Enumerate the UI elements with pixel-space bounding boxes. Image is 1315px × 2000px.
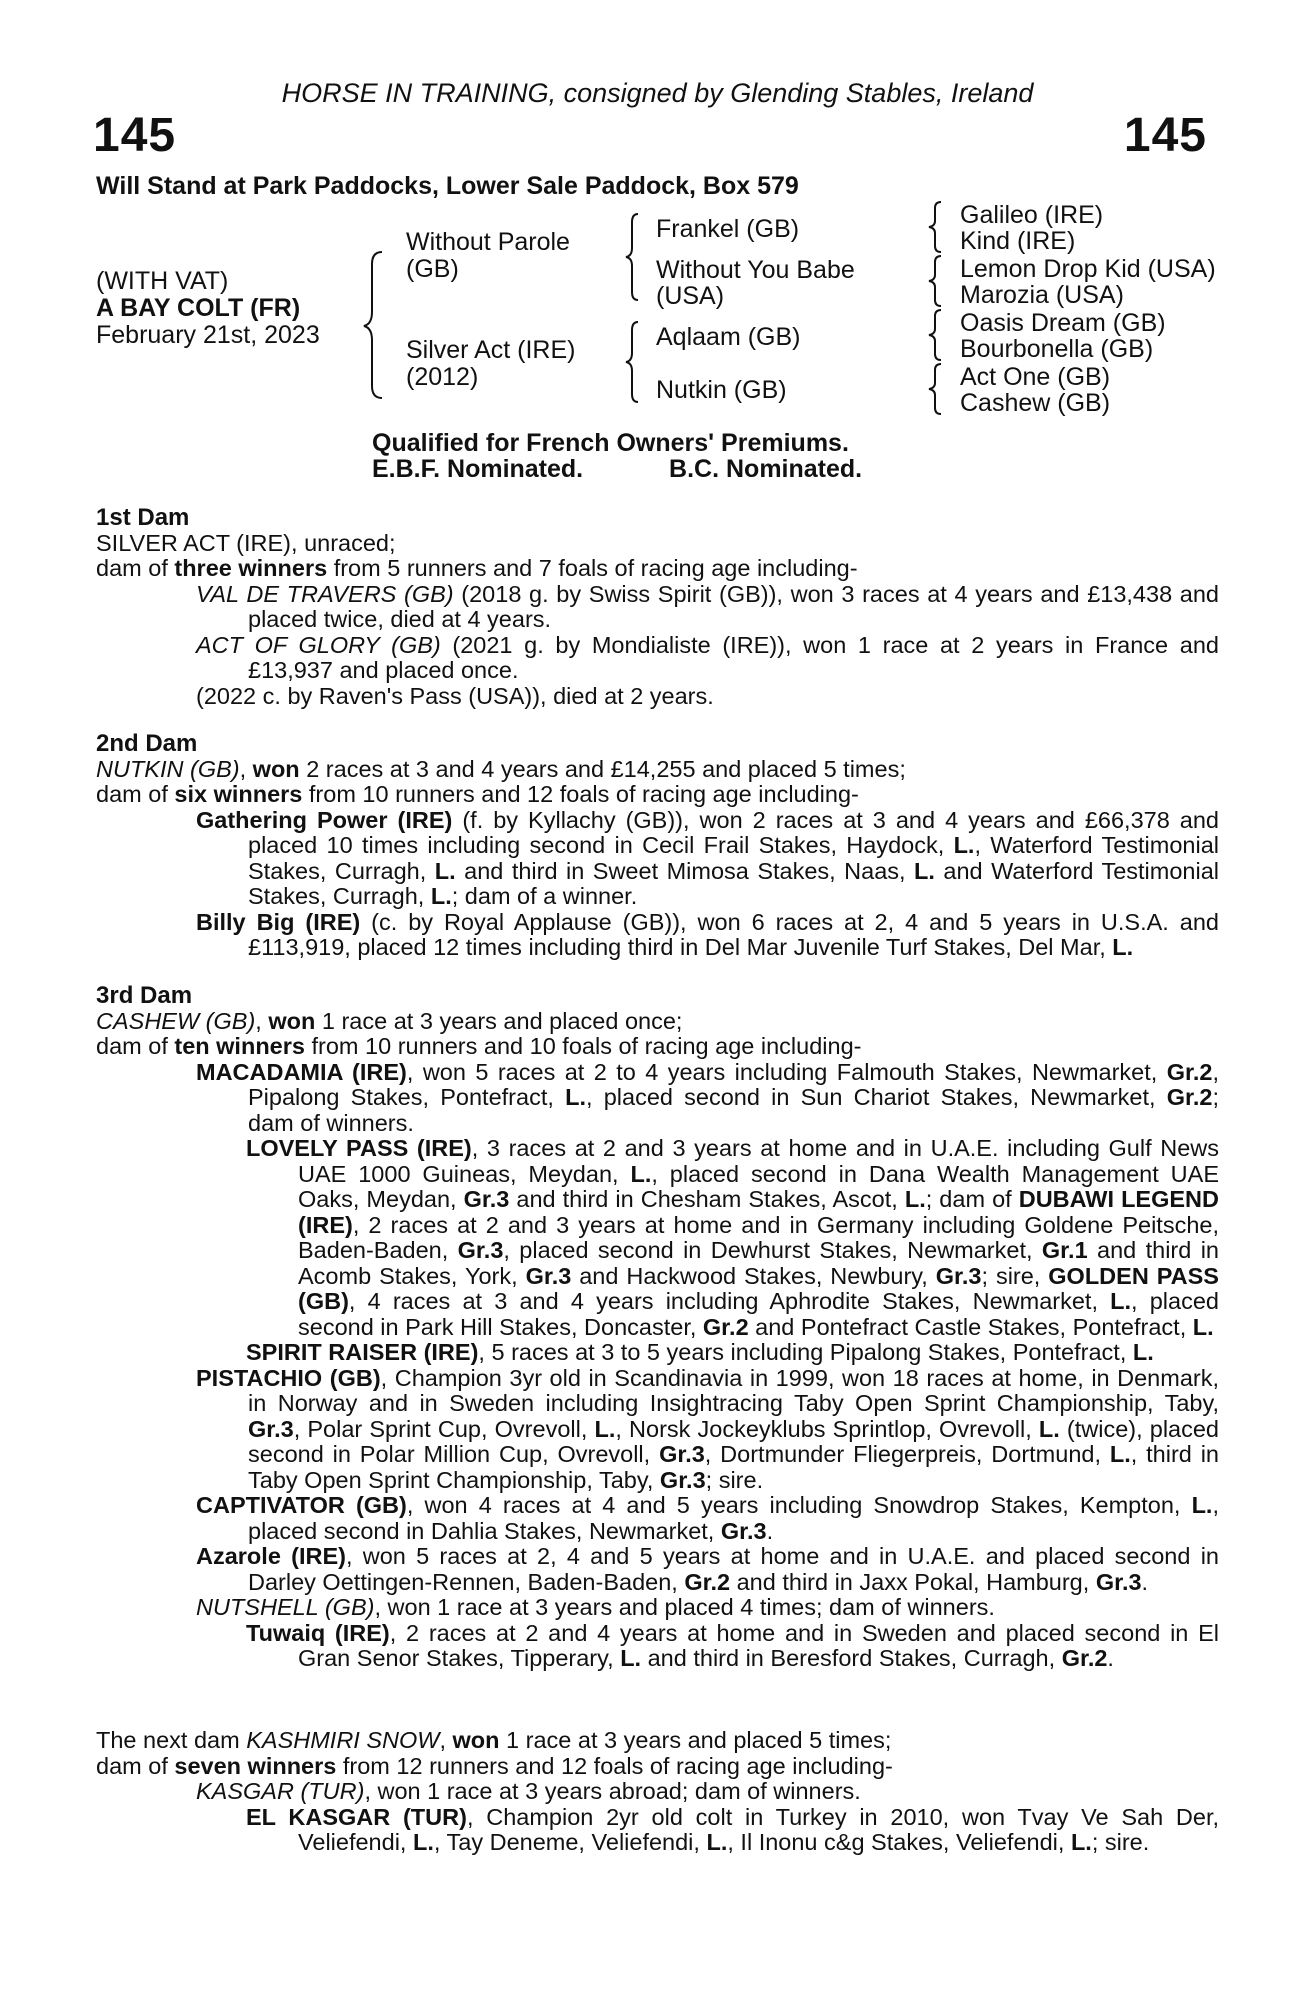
second-dam-heading: 2nd Dam bbox=[96, 730, 198, 757]
first-dam-section bbox=[96, 505, 1219, 709]
brace-3-3 bbox=[927, 308, 945, 362]
produce-entry: KASGAR (TUR), won 1 race at 3 years abroad; dam of winners. bbox=[196, 1778, 861, 1804]
lot-number-left: 145 bbox=[93, 109, 177, 162]
produce-entry: Tuwaiq (IRE), 2 races at 2 and 4 years at home and in Sweden and placed second in El Gran Senor Stakes, Tipperary, L. and third in Beresford Stakes, Curragh, Gr.2. bbox=[246, 1619, 1219, 1671]
nominations bbox=[372, 456, 862, 482]
second-dam-section bbox=[96, 731, 1219, 961]
dam-sire: Aqlaam (GB) bbox=[656, 323, 801, 351]
produce-entry: LOVELY PASS (IRE), 3 races at 2 and 3 years at home and in U.A.E. including Gulf News UAE 1000 Guineas, Meydan, L., placed second in Dana Wealth Management UAE Oaks, Meydan, Gr.3 and third in Chesham Stakes, Ascot, L.; dam of DUBAWI LEGEND (IRE), 2 races at 2 and 3 years at home and in Germany including Goldene Peitsche, Baden-Baden, Gr.3, placed second in Dewhurst Stakes, Newmarket, Gr.1 and third in Acomb Stakes, York, Gr.3 and Hackwood Stakes, Newbury, Gr.3; sire, GOLDEN PASS (GB), 4 races at 3 and 4 years including Aphrodite Stakes, Newmarket, L., placed second in Park Hill Stakes, Doncaster, Gr.2 and Pontefract Castle Stakes, Pontefract, L. bbox=[246, 1135, 1220, 1340]
horse-dob: February 21st, 2023 bbox=[96, 321, 320, 349]
ebf-nominated: E.B.F. Nominated. bbox=[372, 455, 584, 483]
horse-name: A BAY COLT (FR) bbox=[96, 294, 301, 322]
produce-entry: ACT OF GLORY (GB) (2021 g. by Mondialiste (IRE)), won 1 race at 2 years in France and £13,937 and placed once. bbox=[196, 631, 1219, 683]
dam-dam: Nutkin (GB) bbox=[656, 376, 787, 404]
next-dam-line: The next dam KASHMIRI SNOW, won 1 race at 3 years and placed 5 times; bbox=[96, 1727, 892, 1753]
sdd: Marozia (USA) bbox=[960, 281, 1124, 309]
brace-sire-line bbox=[624, 212, 644, 302]
sss: Galileo (IRE) bbox=[960, 201, 1104, 229]
third-dam-heading: 3rd Dam bbox=[96, 982, 193, 1009]
brace-3-4 bbox=[927, 362, 945, 416]
dds: Act One (GB) bbox=[960, 363, 1111, 391]
first-dam-produce: dam of three winners from 5 runners and 7 foals of racing age including- bbox=[96, 555, 858, 581]
produce-entry: NUTSHELL (GB), won 1 race at 3 years and placed 4 times; dam of winners. bbox=[196, 1594, 995, 1620]
brace-generation-1 bbox=[362, 250, 388, 400]
produce-entry: Billy Big (IRE) (c. by Royal Applause (GB)), won 6 races at 2, 4 and 5 years in U.S.A. and £113,919, placed 12 times including third in Del Mar Juvenile Turf Stakes, Del Mar, L. bbox=[196, 908, 1219, 960]
ddd: Cashew (GB) bbox=[960, 389, 1111, 417]
ssd: Kind (IRE) bbox=[960, 227, 1076, 255]
produce-entry: MACADAMIA (IRE), won 5 races at 2 to 4 years including Falmouth Stakes, Newmarket, Gr.2, Pipalong Stakes, Pontefract, L., placed second in Sun Chariot Stakes, Newmarket, Gr.2; dam of winners. bbox=[196, 1058, 1219, 1136]
sire-dam-country: (USA) bbox=[656, 282, 725, 310]
dam-year: (2012) bbox=[406, 363, 479, 391]
produce-entry: EL KASGAR (TUR), Champion 2yr old colt in Turkey in 2010, won Tvay Ve Sah Der, Veliefendi, L., Tay Deneme, Veliefendi, L., Il Inonu c&g Stakes, Veliefendi, L.; sire. bbox=[246, 1803, 1220, 1855]
bc-nominated: B.C. Nominated. bbox=[669, 455, 863, 483]
sire-sire: Frankel (GB) bbox=[656, 215, 800, 243]
sds: Lemon Drop Kid (USA) bbox=[960, 255, 1216, 283]
produce-entry: Gathering Power (IRE) (f. by Kyllachy (GB)), won 2 races at 3 and 4 years and £66,378 and placed 10 times including second in Cecil Frail Stakes, Haydock, L., Waterford Testimonial Stakes, Curragh, L. and third in Sweet Mimosa Stakes, Naas, L. and Waterford Testimonial Stakes, Curragh, L.; dam of a winner. bbox=[196, 806, 1219, 909]
produce-entry: VAL DE TRAVERS (GB) (2018 g. by Swiss Spirit (GB)), won 3 races at 4 years and £13,438 and placed twice, died at 4 years. bbox=[196, 580, 1220, 632]
catalogue-header: HORSE IN TRAINING, consigned by Glending Stables, Ireland bbox=[281, 78, 1034, 108]
third-dam-line: CASHEW (GB), won 1 race at 3 years and placed once; bbox=[96, 1007, 683, 1034]
sire-name: Without Parole bbox=[406, 228, 570, 256]
produce-entry: PISTACHIO (GB), Champion 3yr old in Scandinavia in 1999, won 18 races at home, in Denmark, in Norway and in Sweden including Insightracing Taby Open Sprint Championship, Taby, Gr.3, Polar Sprint Cup, Ovrevoll, L., Norsk Jockeyklubs Sprintlop, Ovrevoll, L. (twice), placed second in Polar Million Cup, Ovrevoll, Gr.3, Dortmunder Fliegerpreis, Dortmund, L., third in Taby Open Sprint Championship, Taby, Gr.3; sire. bbox=[196, 1364, 1220, 1493]
next-dam-produce: dam of seven winners from 12 runners and 12 foals of racing age including- bbox=[96, 1752, 893, 1779]
sire-name-country: (GB) bbox=[406, 255, 459, 283]
qualifications bbox=[372, 430, 862, 482]
second-dam-produce: dam of six winners from 10 runners and 12 foals of racing age including- bbox=[96, 781, 859, 807]
first-dam-heading: 1st Dam bbox=[96, 504, 190, 531]
dss: Oasis Dream (GB) bbox=[960, 309, 1166, 337]
french-premiums: Qualified for French Owners' Premiums. bbox=[372, 429, 849, 457]
second-dam-line: NUTKIN (GB), won 2 races at 3 and 4 years and £14,255 and placed 5 times; bbox=[96, 755, 906, 782]
produce-entry: Azarole (IRE), won 5 races at 2, 4 and 5 years at home and in U.A.E. and placed second in Darley Oettingen-Rennen, Baden-Baden, Gr.2 and third in Jaxx Pokal, Hamburg, Gr.3. bbox=[196, 1543, 1219, 1595]
brace-3-1 bbox=[927, 200, 945, 254]
third-dam-section bbox=[96, 983, 1219, 1672]
first-dam-line: SILVER ACT (IRE), unraced; bbox=[96, 529, 396, 556]
third-dam-produce: dam of ten winners from 10 runners and 10 foals of racing age including- bbox=[96, 1033, 862, 1059]
brace-dam-line bbox=[624, 320, 644, 404]
produce-entry: (2022 c. by Raven's Pass (USA)), died at 2 years. bbox=[196, 682, 714, 709]
vat-note: (WITH VAT) bbox=[96, 267, 229, 295]
next-dam-section bbox=[96, 1728, 1219, 1856]
lot-number-right: 145 bbox=[1123, 109, 1207, 162]
produce-entry: CAPTIVATOR (GB), won 4 races at 4 and 5 years including Snowdrop Stakes, Kempton, L., placed second in Dahlia Stakes, Newmarket, Gr.3. bbox=[196, 1492, 1219, 1544]
produce-entry: SPIRIT RAISER (IRE), 5 races at 3 to 5 years including Pipalong Stakes, Pontefract, L. bbox=[246, 1339, 1154, 1365]
stand-location: Will Stand at Park Paddocks, Lower Sale Paddock, Box 579 bbox=[96, 172, 799, 200]
dsd: Bourbonella (GB) bbox=[960, 335, 1154, 363]
brace-3-2 bbox=[927, 254, 945, 308]
sire-dam: Without You Babe bbox=[656, 256, 855, 284]
dam-name: Silver Act (IRE) bbox=[406, 336, 576, 364]
